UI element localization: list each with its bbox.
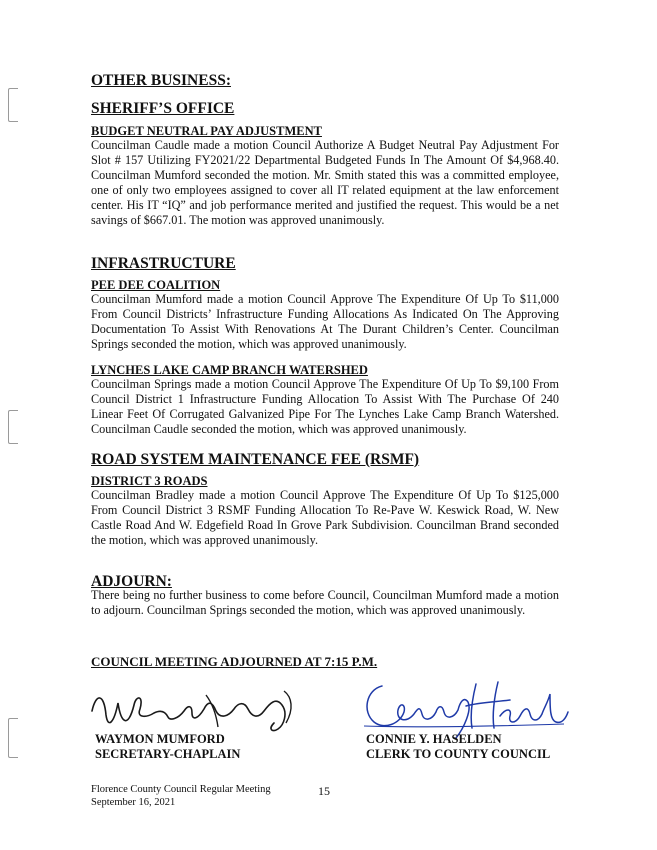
signature-block-left bbox=[95, 732, 240, 762]
margin-mark bbox=[8, 410, 18, 444]
rsmf-heading: ROAD SYSTEM MAINTENANCE FEE (RSMF) bbox=[91, 451, 420, 468]
adjourn-heading: ADJOURN: bbox=[91, 573, 172, 590]
signer-name-left: WAYMON MUMFORD bbox=[95, 732, 225, 746]
pee-dee-paragraph: Councilman Mumford made a motion Council Approve The Expenditure Of Up To $11,000 From Council Districts’ Infrastructure Funding Allocations As Indicated On The Approving Documentation To Assist With Renovations At The Durant Children’s Center. Councilman Springs seconded the motion, which was approved unanimously. bbox=[91, 292, 559, 352]
adjourn-paragraph: There being no further business to come before Council, Councilman Mumford made a motion to adjourn. Councilman Springs seconded the motion, which was approved unanimously. bbox=[91, 588, 559, 618]
budget-neutral-paragraph: Councilman Caudle made a motion Council Authorize A Budget Neutral Pay Adjustment For Slot # 157 Utilizing FY2021/22 Departmental Budgeted Funds In The Amount Of $4,968.40. Councilman Mumford seconded the motion. Mr. Smith stated this was a committed employee, one of only two employees assigned to cover all IT related equipment at the law enforcement center. His IT “IQ” and job performance merited and justified the request. This would be a net savings of $667.01. The motion was approved unanimously. bbox=[91, 138, 559, 228]
sheriff-office-heading: SHERIFF’S OFFICE bbox=[91, 100, 235, 117]
pee-dee-subheading: PEE DEE COALITION bbox=[91, 278, 221, 292]
signer-name-right: CONNIE Y. HASELDEN bbox=[366, 732, 502, 746]
page-number: 15 bbox=[318, 784, 330, 798]
signature-block-right bbox=[366, 732, 550, 762]
adjourned-line: COUNCIL MEETING ADJOURNED AT 7:15 P.M. bbox=[91, 654, 378, 669]
other-business-heading: OTHER BUSINESS: bbox=[91, 72, 231, 89]
signer-title-left: SECRETARY-CHAPLAIN bbox=[95, 747, 241, 761]
signer-title-right: CLERK TO COUNTY COUNCIL bbox=[366, 747, 551, 761]
budget-neutral-subheading: BUDGET NEUTRAL PAY ADJUSTMENT bbox=[91, 124, 322, 138]
lynches-paragraph: Councilman Springs made a motion Council Approve The Expenditure Of Up To $9,100 From Council District 1 Infrastructure Funding Allocation To Assist With The Purchase Of 240 Linear Feet Of Corrugated Galvanized Pipe For The Lynches Lake Camp Branch Watershed. Councilman Caudle seconded the motion, which was approved unanimously. bbox=[91, 377, 559, 437]
footer-meeting-name: Florence County Council Regular Meeting bbox=[91, 784, 271, 795]
district-3-subheading: DISTRICT 3 ROADS bbox=[91, 474, 208, 488]
margin-mark bbox=[8, 718, 18, 758]
footer bbox=[91, 783, 271, 809]
district-3-paragraph: Councilman Bradley made a motion Council Approve The Expenditure Of Up To $125,000 From Council District 3 RSMF Funding Allocation To Re-Pave W. Keswick Road, W. New Castle Road And W. Edgefield Road In Grove Park Subdivision. Councilman Brand seconded the motion, which was approved unanimously. bbox=[91, 488, 559, 548]
lynches-subheading: LYNCHES LAKE CAMP BRANCH WATERSHED bbox=[91, 363, 368, 377]
footer-meeting-date: September 16, 2021 bbox=[91, 797, 176, 808]
infrastructure-heading: INFRASTRUCTURE bbox=[91, 255, 236, 272]
margin-mark bbox=[8, 88, 18, 122]
